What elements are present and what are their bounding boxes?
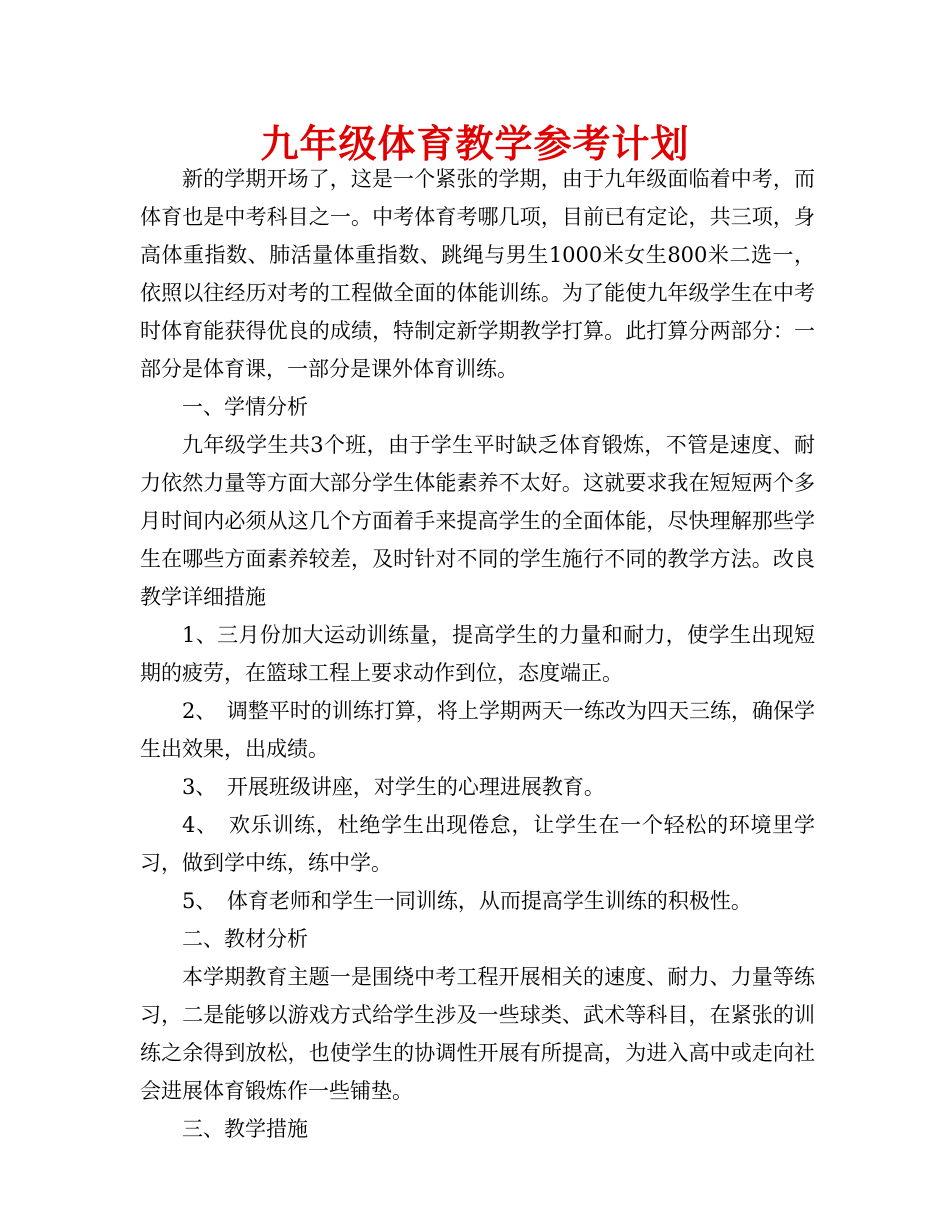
paragraph-material-analysis: 本学期教育主题一是围绕中考工程开展相关的速度、耐力、力量等练习，二是能够以游戏方式给学生涉及一些球类、武术等科目，在紧张的训练之余得到放松，也使学生的协调性开展有所提高，为进入高中或走向社会进展体育锻炼作一些铺垫。 — [140, 965, 815, 1103]
section-heading-material-analysis: 二、教材分析 — [182, 927, 308, 951]
document-title: 九年级体育教学参考计划 — [260, 122, 690, 166]
list-item-4: 4、 欢乐训练，杜绝学生出现倦怠，让学生在一个轻松的环境里学习，做到学中练，练中学。 — [140, 813, 815, 875]
paragraph-intro: 新的学期开场了，这是一个紧张的学期，由于九年级面临着中考，而体育也是中考科目之一。中考体育考哪几项，目前已有定论，共三项，身高体重指数、肺活量体重指数、跳绳与男生1000米女生800米二选一，依照以往经历对考的工程做全面的体能训练。为了能使九年级学生在中考时体育能获得优良的成绩，特制定新学期教学打算。此打算分两部分：一部分是体育课，一部分是课外体育训练。 — [140, 167, 815, 381]
list-item-5: 5、 体育老师和学生一同训练，从而提高学生训练的积极性。 — [182, 889, 752, 913]
section-heading-learning-analysis: 一、学情分析 — [182, 395, 308, 419]
document-body — [140, 160, 815, 1148]
paragraph-learning-analysis: 九年级学生共3个班，由于学生平时缺乏体育锻炼，不管是速度、耐力依然力量等方面大部分学生体能素养不太好。这就要求我在短短两个多月时间内必须从这几个方面着手来提高学生的全面体能，尽快理解那些学生在哪些方面素养较差，及时针对不同的学生施行不同的教学方法。改良教学详细措施 — [140, 433, 815, 609]
section-heading-teaching-measures: 三、教学措施 — [182, 1117, 308, 1141]
list-item-3: 3、 开展班级讲座，对学生的心理进展教育。 — [182, 775, 605, 799]
list-item-2: 2、 调整平时的训练打算，将上学期两天一练改为四天三练，确保学生出效果，出成绩。 — [140, 699, 815, 761]
list-item-1: 1、三月份加大运动训练量，提高学生的力量和耐力，使学生出现短期的疲劳，在篮球工程上要求动作到位，态度端正。 — [140, 623, 815, 685]
